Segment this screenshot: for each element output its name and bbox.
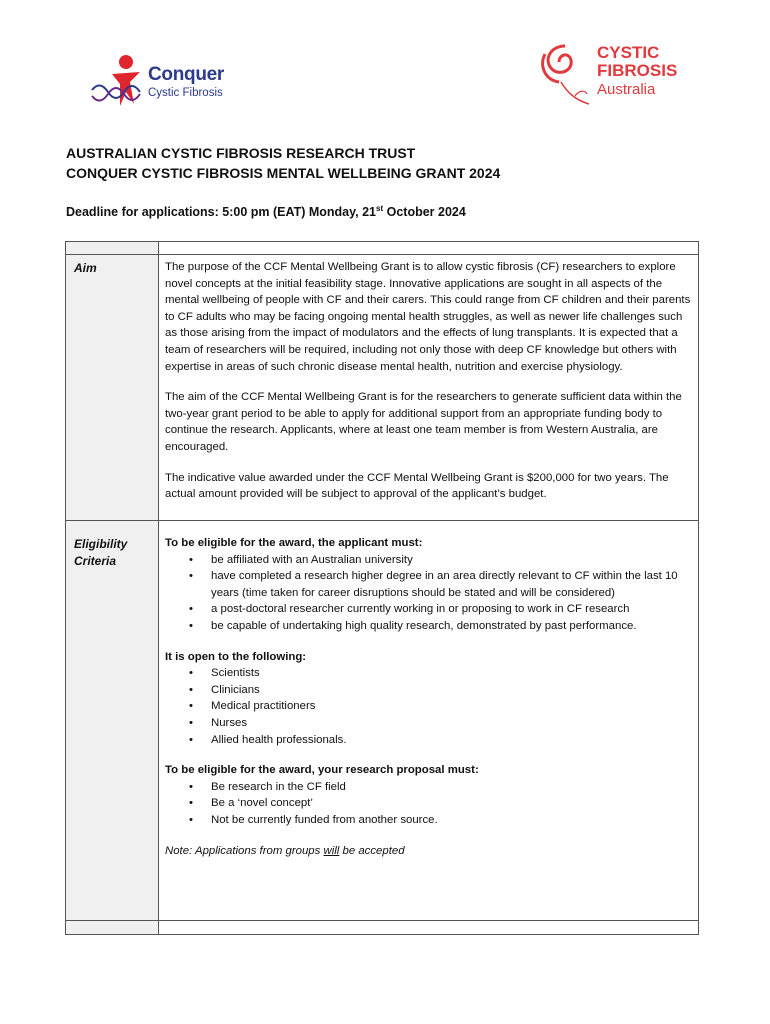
bullet-icon: • — [189, 797, 193, 810]
eligibility-label — [74, 536, 127, 570]
bullet-icon: • — [189, 813, 193, 826]
list-item: • Not be currently funded from another source. — [165, 812, 691, 829]
cfa-logo-line2: FIBROSIS — [597, 61, 678, 80]
open-heading: It is open to the following: — [165, 650, 307, 663]
conquer-figure-icon — [90, 52, 150, 114]
applicant-heading: To be eligible for the award, the applicant must: — [165, 537, 423, 549]
deadline-suffix: October 2024 — [383, 205, 466, 220]
conquer-logo-word: Conquer — [148, 64, 225, 85]
groups-note: Note: Applications from groups will be accepted — [165, 844, 405, 857]
list-item: • Nurses — [165, 715, 691, 732]
aim-paragraph-3: The indicative value awarded under the CCF Mental Wellbeing Grant is $200,000 for two years. The actual amount provided will be subject to approval of the applicant’s budget. — [165, 471, 669, 501]
deadline-prefix: Deadline for applications: 5:00 pm (EAT) Monday, 21 — [66, 205, 377, 220]
aim-cell — [165, 259, 691, 517]
bullet-icon: • — [189, 683, 193, 696]
bullet-icon: • — [189, 733, 193, 746]
aim-row-divider — [66, 520, 698, 521]
eligibility-cell — [165, 535, 691, 859]
title-line-2: CONQUER CYSTIC FIBROSIS MENTAL WELLBEING GRANT 2024 — [66, 165, 501, 181]
aim-paragraph-1: The purpose of the CCF Mental Wellbeing Grant is to allow cystic fibrosis (CF) researchers to explore novel concepts at the initial feasibility stage. Innovative applications are sought in all aspects of the mental wellbeing of people with CF and their carers. This could range from CF children and their parents to CF adults who may be facing ongoing mental health struggles, as well as newer life challenges such as those arising from the impact of modulators and the effects of lung transplants. It is expected that a team of researchers will be required, including not only those with deep CF knowledge but others with expertise in areas of such chronic disease mental health, nutrition and exercise physiology. — [165, 261, 691, 373]
list-item: • be affiliated with an Australian university — [165, 552, 691, 569]
list-item: • Scientists — [165, 665, 691, 682]
list-item: • Be a ‘novel concept’ — [165, 795, 691, 812]
bullet-icon: • — [189, 553, 193, 566]
eligibility-label-line1: Eligibility — [74, 537, 128, 551]
list-item: • Clinicians — [165, 682, 691, 699]
bullet-icon: • — [189, 603, 193, 616]
deadline-sup: st — [376, 204, 384, 213]
open-list — [165, 665, 691, 748]
applicant-list — [165, 552, 691, 635]
eligibility-row-divider — [66, 920, 698, 921]
bullet-icon: • — [189, 570, 193, 583]
list-item: • Be research in the CF field — [165, 779, 691, 796]
title-line-1: AUSTRALIAN CYSTIC FIBROSIS RESEARCH TRUST — [66, 145, 416, 161]
conquer-logo-subword: Cystic Fibrosis — [148, 87, 223, 99]
grant-details-table — [65, 241, 699, 935]
deadline-line — [66, 204, 466, 219]
bullet-icon: • — [189, 667, 193, 680]
aim-label: Aim — [74, 261, 97, 275]
proposal-list — [165, 779, 691, 829]
list-item: • a post-doctoral researcher currently working in or proposing to work in CF research — [165, 601, 691, 618]
bullet-icon: • — [189, 780, 193, 793]
bullet-icon: • — [189, 619, 193, 632]
header-row-divider — [66, 254, 698, 255]
note-emphasis: will — [323, 844, 340, 857]
list-item: • Medical practitioners — [165, 698, 691, 715]
document-title — [66, 143, 500, 183]
aim-paragraph-2: The aim of the CCF Mental Wellbeing Grant is for the researchers to generate sufficient data within the two-year grant period to be able to apply for additional support from an appropriate funding body to continue the research. Applicants, where at least one team member is from Western Australia, are encouraged. — [165, 391, 682, 453]
list-item: • have completed a research higher degree in an area directly relevant to CF within the last 10 years (time taken for career disruptions should be stated and will be considered) — [189, 570, 678, 599]
cfa-logo-line1: CYSTIC — [597, 43, 660, 62]
list-item: • be capable of undertaking high quality research, demonstrated by past performance. — [165, 618, 691, 635]
eligibility-label-line2: Criteria — [74, 554, 117, 568]
column-divider — [158, 242, 159, 934]
rose-icon — [535, 40, 597, 110]
cystic-fibrosis-australia-logo — [535, 40, 705, 110]
bullet-icon: • — [189, 716, 193, 729]
list-item: • Allied health professionals. — [165, 732, 691, 749]
proposal-heading: To be eligible for the award, your research proposal must: — [165, 764, 479, 777]
conquer-cf-logo — [90, 52, 240, 114]
bullet-icon: • — [189, 700, 193, 713]
cfa-logo-line3: Australia — [597, 81, 656, 98]
label-column-shade — [66, 242, 158, 934]
